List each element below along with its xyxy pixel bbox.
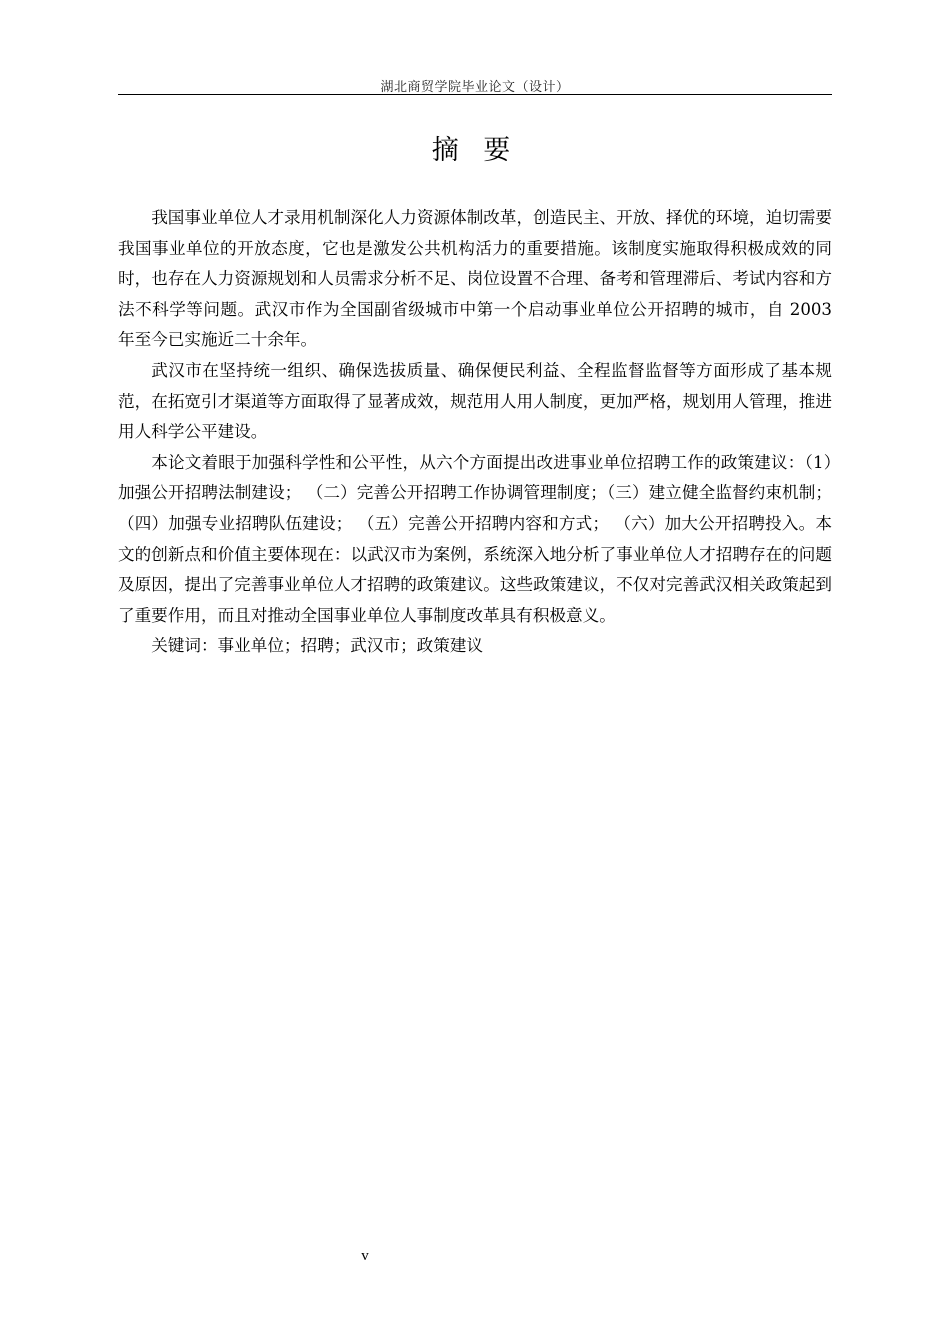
abstract-paragraph-1: 我国事业单位人才录用机制深化人力资源体制改革，创造民主、开放、择优的环境，迫切需要我国事业单位的开放态度，它也是激发公共机构活力的重要措施。该制度实施取得积极成效的同时，也存在人力资源规划和人员需求分析不足、岗位设置不合理、备考和管理滞后、考试内容和方法不科学等问题。武汉市作为全国副省级城市中第一个启动事业单位公开招聘的城市，自 2003 年至今已实施近二十余年。 bbox=[118, 208, 832, 350]
keywords-line: 关键词：事业单位；招聘；武汉市；政策建议 bbox=[151, 636, 484, 656]
abstract-title: 摘 要 bbox=[431, 135, 519, 166]
header-rule bbox=[118, 94, 832, 95]
abstract-paragraph-2: 武汉市在坚持统一组织、确保选拔质量、确保便民利益、全程监督监督等方面形成了基本规范，在拓宽引才渠道等方面取得了显著成效，规范用人用人制度，更加严格，规划用人管理，推进用人科学公平建设。 bbox=[118, 360, 832, 442]
page-number: v bbox=[361, 1248, 369, 1264]
abstract-body bbox=[118, 203, 832, 662]
abstract-paragraph-3: 本论文着眼于加强科学性和公平性，从六个方面提出改进事业单位招聘工作的政策建议：（1）加强公开招聘法制建设； （二）完善公开招聘工作协调管理制度；（三）建立健全监督约束机制； （四）加强专业招聘队伍建设； （五）完善公开招聘内容和方式； （六）加大公开招聘投入。本文的创新点和价值主要体现在：以武汉市为案例，系统深入地分析了事业单位人才招聘存在的问题及原因，提出了完善事业单位人才招聘的政策建议。这些政策建议，不仅对完善武汉相关政策起到了重要作用，而且对推动全国事业单位人事制度改革具有积极意义。 bbox=[118, 452, 832, 625]
running-header: 湖北商贸学院毕业论文（设计） bbox=[380, 80, 570, 95]
